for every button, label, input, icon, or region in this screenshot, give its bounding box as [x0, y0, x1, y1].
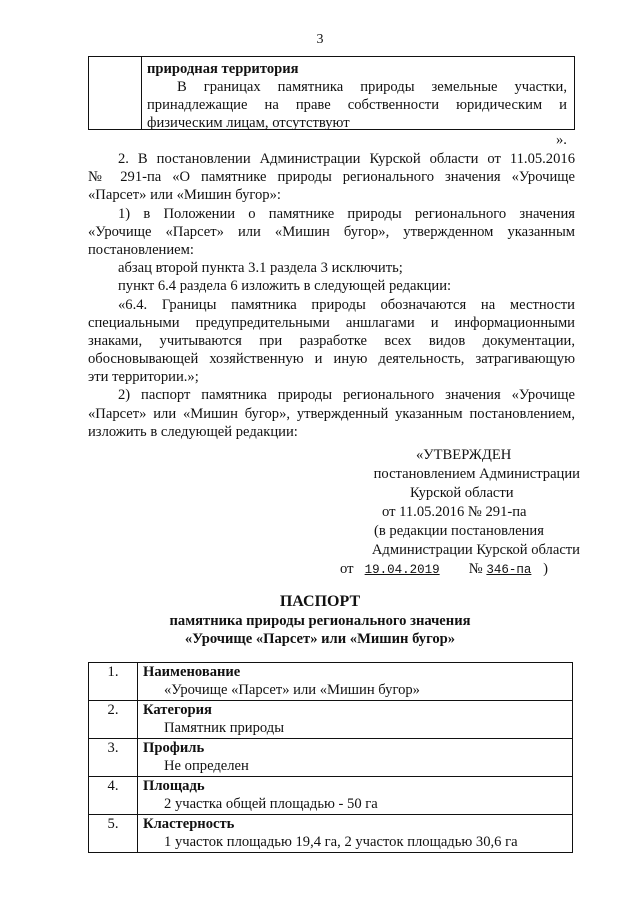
- text-line: 1) в Положении о памятнике природы регионального значения: [118, 205, 575, 222]
- approval-date: 19.04.2019: [364, 563, 440, 577]
- row-value: Памятник природы: [164, 719, 285, 736]
- text-line: «Урочище «Парсет» или «Мишин бугор», утвержденном указанным: [88, 223, 575, 240]
- row-content: [138, 739, 573, 777]
- approval-close-paren: ): [543, 561, 548, 577]
- text-line: «6.4. Границы памятника природы обозначаются на местности: [118, 296, 575, 313]
- approval-block: [340, 446, 580, 579]
- approval-line: от 11.05.2016 № 291-па: [382, 504, 527, 520]
- text-line: постановлением:: [88, 241, 194, 258]
- row-number: 4.: [89, 777, 138, 815]
- table-row: [89, 815, 573, 853]
- text-line: 2) паспорт памятника природы регионального значения «Урочище: [118, 387, 575, 404]
- passport-table: [88, 662, 573, 853]
- text-line: обосновывающей хозяйственную и иную деятельность, затрагивающую: [88, 351, 575, 368]
- text-line: № 291-па «О памятнике природы регионального значения «Урочище: [88, 169, 575, 186]
- text-line: эти территории.»;: [88, 369, 199, 386]
- row-number: 2.: [89, 701, 138, 739]
- approval-line: Администрации Курской области: [371, 542, 580, 558]
- approval-date-line: [340, 560, 580, 579]
- row-content: [138, 663, 573, 701]
- table-column-divider: [141, 57, 142, 129]
- text-line: абзац второй пункта 3.1 раздела 3 исключить;: [118, 260, 403, 277]
- text-line: «Парсет» или «Мишин бугор», утвержденный указанным постановлением,: [88, 405, 575, 422]
- text-line: изложить в следующей редакции:: [88, 423, 298, 440]
- row-number: 1.: [89, 663, 138, 701]
- row-label: Наименование: [143, 664, 241, 680]
- table-row: [89, 739, 573, 777]
- table-row: [89, 663, 573, 701]
- row-label: Категория: [143, 702, 212, 718]
- closing-quote: ».: [556, 132, 567, 148]
- approval-date-prefix: от: [340, 561, 354, 577]
- approval-line: «УТВЕРЖДЕН: [416, 447, 512, 463]
- text-line: знаками, учитываются при разработке всех видов документации,: [88, 332, 575, 349]
- row-content: [138, 777, 573, 815]
- passport-subtitle: «Урочище «Парсет» или «Мишин бугор»: [184, 631, 456, 647]
- previous-table-fragment: [88, 56, 575, 130]
- row-label: Кластерность: [143, 816, 235, 832]
- row-number: 5.: [89, 815, 138, 853]
- approval-line: постановлением Администрации: [373, 466, 580, 482]
- row-label: Профиль: [143, 740, 205, 756]
- row-value: Не определен: [164, 757, 249, 774]
- row-content: [138, 701, 573, 739]
- text-line: специальными предупредительными аншлагами и информационными: [88, 314, 575, 331]
- table-cell-line: физическим лицам, отсутствуют: [147, 115, 350, 131]
- approval-line: Курской области: [410, 485, 514, 501]
- row-label: Площадь: [143, 778, 205, 794]
- table-cell-heading: природная территория: [147, 61, 299, 77]
- page-number: 3: [316, 32, 324, 47]
- row-value: 1 участок площадью 19,4 га, 2 участок площадью 30,6 га: [164, 833, 518, 850]
- text-line: 2. В постановлении Администрации Курской области от 11.05.2016: [118, 151, 575, 167]
- table-cell-line: принадлежащие на праве собственности юридическим и: [147, 97, 567, 113]
- table-row: [89, 777, 573, 815]
- row-value: «Урочище «Парсет» или «Мишин бугор»: [164, 681, 420, 698]
- passport-subtitle: памятника природы регионального значения: [169, 613, 471, 629]
- table-cell: [147, 60, 567, 132]
- row-number: 3.: [89, 739, 138, 777]
- approval-number-sign: №: [468, 561, 483, 577]
- text-line: «Парсет» или «Мишин бугор»:: [88, 187, 281, 204]
- table-cell-line: В границах памятника природы земельные участки,: [177, 79, 567, 95]
- row-content: [138, 815, 573, 853]
- approval-number: 346-па: [486, 563, 532, 577]
- row-value: 2 участка общей площадью - 50 га: [164, 795, 378, 812]
- amendment-text: [88, 150, 575, 441]
- approval-line: (в редакции постановления: [374, 523, 544, 539]
- table-row: [89, 701, 573, 739]
- passport-title: ПАСПОРТ: [279, 593, 361, 610]
- text-line: пункт 6.4 раздела 6 изложить в следующей редакции:: [118, 278, 452, 295]
